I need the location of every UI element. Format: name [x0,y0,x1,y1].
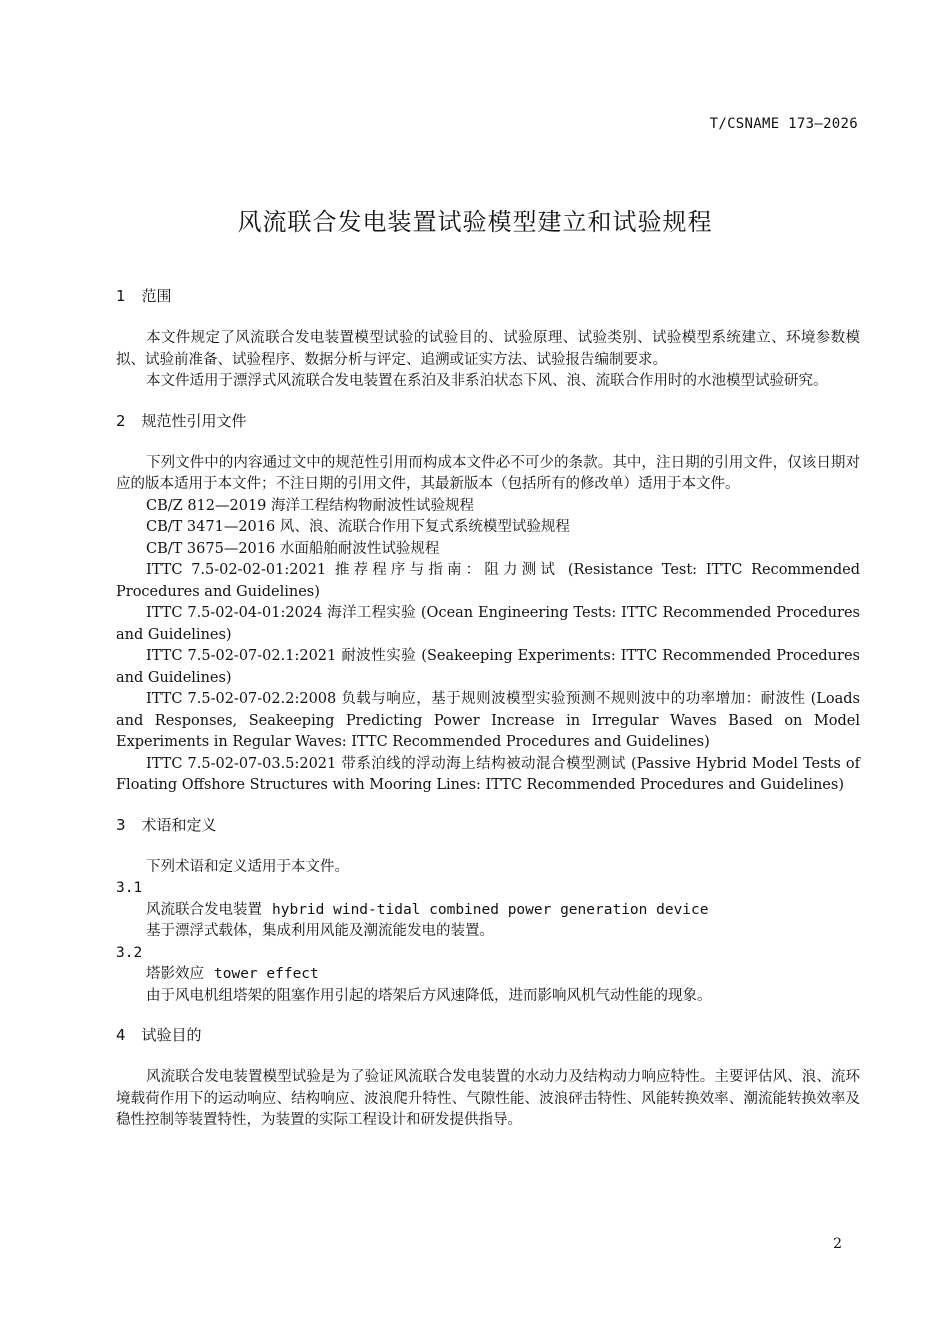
term-entry [116,964,860,986]
reference-item: CB/Z 812—2019 海洋工程结构物耐波性试验规程 [146,497,475,514]
document-title: 风流联合发电装置试验模型建立和试验规程 [237,208,713,236]
scope-paragraph: 本文件规定了风流联合发电装置模型试验的试验目的、试验原理、试验类别、试验模型系统建立、环境参数模拟、试验前准备、试验程序、数据分析与评定、追溯或证实方法、试验报告编制要求。 [116,330,860,368]
standard-code: T/CSNAME 173—2026 [709,116,858,132]
section-heading-scope [116,284,860,308]
objective-paragraph: 风流联合发电装置模型试验是为了验证风流联合发电装置的水动力及结构动力响应特性。主要评估风、浪、流环境载荷作用下的运动响应、结构响应、波浪爬升特性、气隙性能、波浪砰击特性、风能转换效率、潮流能转换效率及稳性控制等装置特性，为装置的实际工程设计和研发提供指导。 [116,1069,860,1128]
reference-item: ITTC 7.5-02-02-01:2021 推荐程序与指南：阻力测试 (Resistance Test: ITTC Recommended Procedures and Guidelines) [116,562,860,600]
page-number: 2 [833,1236,842,1252]
section-number: 2 [116,411,126,430]
term-chinese: 风流联合发电装置 [146,901,262,918]
term-english: tower effect [214,966,319,982]
term-definition: 由于风电机组塔架的阻塞作用引起的塔架后方风速降低，进而影响风机气动性能的现象。 [146,987,712,1004]
section-number: 4 [116,1026,126,1044]
section-heading-normative-references [116,409,860,433]
term-definition: 基于漂浮式载体，集成利用风能及潮流能发电的装置。 [146,923,494,939]
section-heading-test-objective [116,1023,860,1047]
section-title: 规范性引用文件 [141,411,247,430]
term-number: 3.1 [116,880,143,896]
reference-item: CB/T 3471—2016 风、浪、流联合作用下复式系统模型试验规程 [146,519,570,535]
document-body [116,284,860,1132]
term-number: 3.2 [116,944,143,961]
section-heading-terms [116,813,860,837]
reference-item: ITTC 7.5-02-07-03.5:2021 带系泊线的浮动海上结构被动混合模型测试 (Passive Hybrid Model Tests of Floating Offshore Structures with Mooring Lines: ITTC Recommended Procedures and Guidelines) [116,755,860,793]
section-number: 3 [116,815,126,834]
terms-intro: 下列术语和定义适用于本文件。 [146,858,349,875]
scope-paragraph: 本文件适用于漂浮式风流联合发电装置在系泊及非系泊状态下风、浪、流联合作用时的水池模型试验研究。 [146,373,828,389]
section-title: 试验目的 [141,1026,202,1044]
term-entry [116,900,860,922]
references-intro: 下列文件中的内容通过文中的规范性引用而构成本文件必不可少的条款。其中，注日期的引用文件，仅该日期对应的版本适用于本文件；不注日期的引用文件，其最新版本（包括所有的修改单）适用于本文件。 [116,454,860,492]
reference-item: ITTC 7.5-02-04-01:2024 海洋工程实验 (Ocean Engineering Tests: ITTC Recommended Procedures and Guidelines) [116,605,860,643]
reference-item: ITTC 7.5-02-07-02.1:2021 耐波性实验 (Seakeeping Experiments: ITTC Recommended Procedures and Guidelines) [116,648,860,686]
term-chinese: 塔影效应 [146,966,204,982]
reference-item: ITTC 7.5-02-07-02.2:2008 负载与响应，基于规则波模型实验预测不规则波中的功率增加：耐波性 (Loads and Responses, Seakeeping Predicting Power Increase in Irregular Waves Based on Model Experiments in Regular Waves: ITTC Recommended Procedures and Guidelines) [116,691,860,750]
reference-list [116,496,860,797]
term-english: hybrid wind-tidal combined power generation device [272,901,709,918]
section-number: 1 [116,287,126,305]
reference-item: CB/T 3675—2016 水面船舶耐波性试验规程 [146,540,440,557]
section-title: 术语和定义 [141,815,217,834]
section-title: 范围 [141,287,172,305]
